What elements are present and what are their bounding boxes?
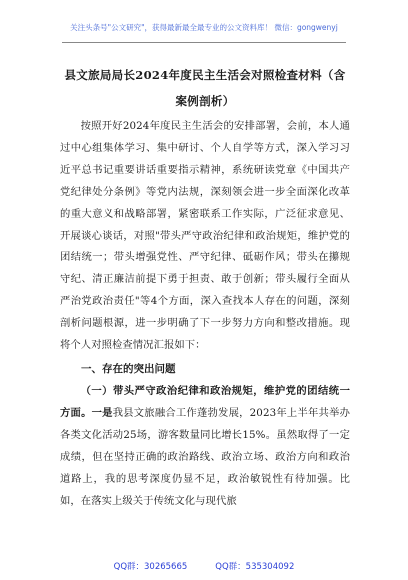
- header-divider: [62, 42, 346, 43]
- header-note: 关注头条号"公文研究"，获得最新最全最专业的公文资料库！ 微信：gongwenyj: [70, 23, 338, 32]
- document-body: [60, 116, 350, 512]
- subsection-paragraph: [60, 381, 350, 512]
- intro-paragraph: 按照开好2024年度民主生活会的安排部署，会前，本人通过中心组集体学习、集中研讨、个人自学等方式，深入学习习近平总书记重要讲话重要指示精神，系统研读党章《中国共产党纪律处分条例》等党内法规，深刻领会进一步全面深化改革的重大意义和战略部署，紧密联系工作实际，广泛征求意见、开展谈心谈话，对照"带头严守政治纪律和政治规矩，维护党的团结统一；带头增强党性、严守纪律、砥砺作风；带头在攥规守纪、清正廉洁前提下勇于担责、敢于创新；带头履行全面从严治党政治责任"等4个方面，深入查找本人存在的问题，深刻剖析问题根源，进一步明确了下一步努力方向和整改措施。现将个人对照检查情况汇报如下：: [60, 120, 350, 352]
- section-heading-issues: 一、存在的突出问题: [81, 362, 176, 375]
- footer-qq-group-1: QQ群：30265665: [113, 562, 188, 572]
- subsection-lead: （一）带头严守政治纪律和政治规矩，维护党的团结统一方面。一是: [60, 384, 350, 419]
- document-title: 县文旅局局长2024年度民主生活会对照检查材料（含案例剖析）: [64, 68, 346, 108]
- footer-qq-group-2: QQ群：535304092: [215, 562, 295, 572]
- subsection-text: 我县文旅融合工作蓬勃发展，2023年上半年共举办各类文化活动25场，游客数量同比增长15%。虽然取得了一定成绩，但在坚持正确的政治路线、政治立场、政治方向和政治道路上，我的思考深度仍显不足，政治敏锐性有待加强。比如，在落实上级关于传统文化与现代旅: [60, 406, 351, 507]
- footer-contacts: [0, 560, 408, 572]
